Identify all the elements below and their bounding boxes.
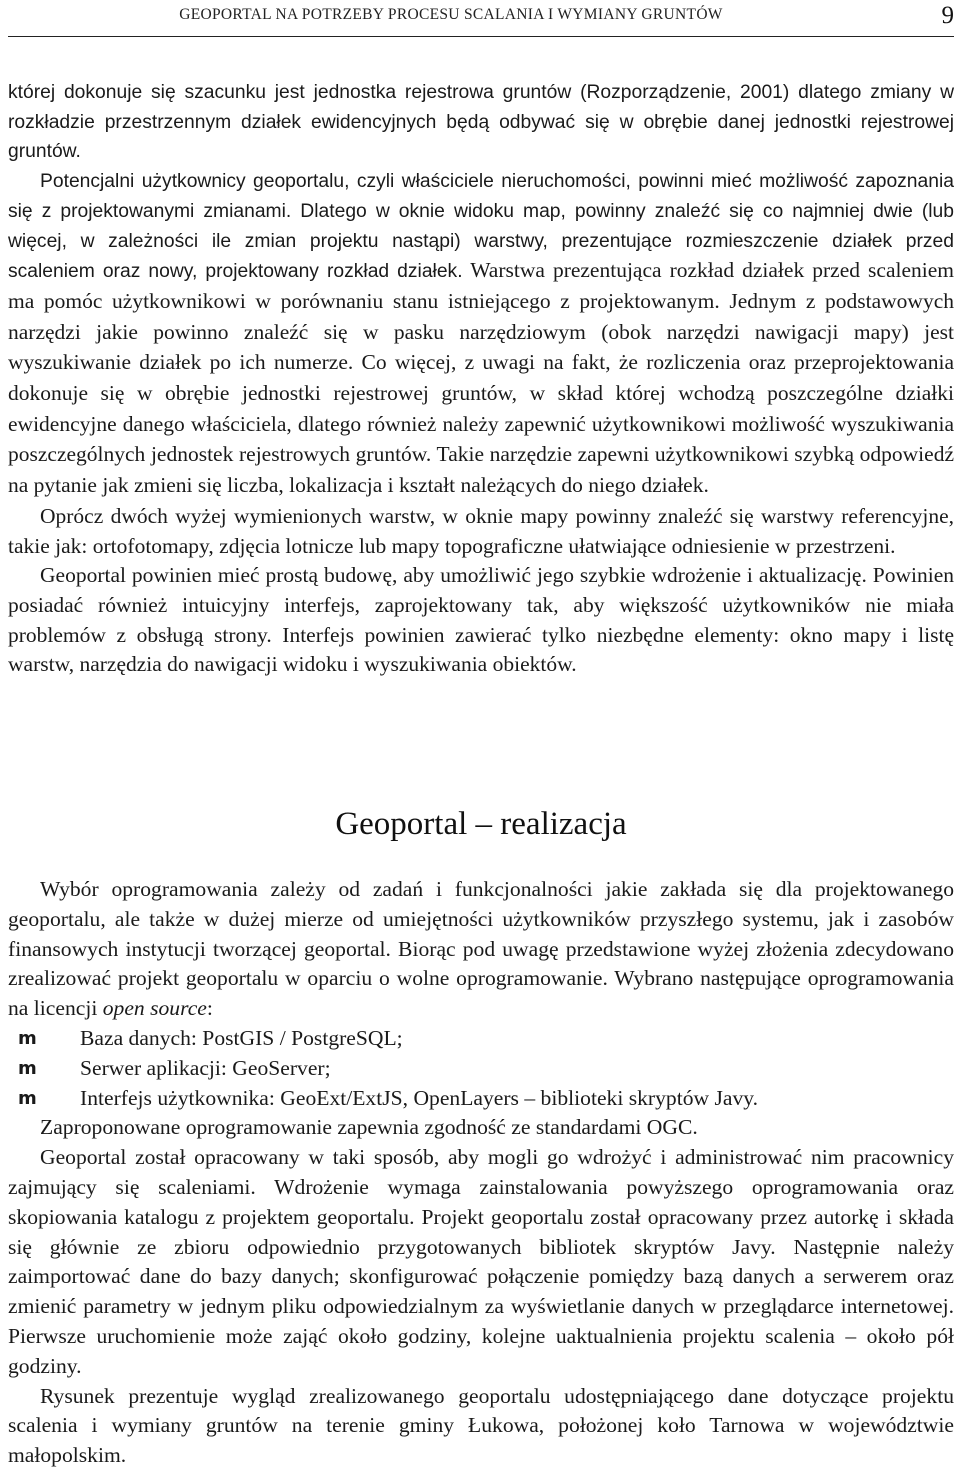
list-item-text: Interfejs użytkownika: GeoExt/ExtJS, OpenLayers – biblioteki skryptów Javy. xyxy=(80,1085,759,1110)
bullet-icon: m xyxy=(18,1087,37,1109)
paragraph-2-part-a: Potencjalni użytkownicy geoportalu, czyli właściciele nieruchomości, powinni mieć możliwość zapoznania się z projektowanymi zmianami. Dlatego w oknie widoku map, powinny znaleźć się co najmniej dwie (lub więcej, w zależności ile zmian projektu nastąpi) warstwy, prezentujące rozmieszczenie działek przed scaleniem oraz nowy, projektowany rozkład działek. xyxy=(8,171,954,283)
page-number: 9 xyxy=(941,2,954,29)
bullet-icon: m xyxy=(18,1027,37,1049)
list-item-text: Serwer aplikacji: GeoServer; xyxy=(80,1055,331,1080)
list-item xyxy=(8,1054,954,1084)
section-heading: Geoportal – realizacja xyxy=(335,806,627,842)
running-header xyxy=(8,0,954,37)
section-body-1 xyxy=(8,78,954,680)
paragraph-5-text: Wybór oprogramowania zależy od zadań i funkcjonalności jakie zakłada się dla projektowanego geoportalu, ale także w dużej mierze od umiejętności użytkowników przyszłego systemu, jak i zasobów finansowych instytucji tworzącej geoportal. Biorąc pod uwagę przedstawione wyżej złożenia zdecydowano zrealizować projekt geoportalu w oparciu o wolne oprogramowanie. Wybrano następujące oprogramowania na licencji xyxy=(8,877,954,1021)
bullet-icon: m xyxy=(18,1057,37,1079)
software-list xyxy=(8,1024,954,1113)
running-title: GEOPORTAL NA POTRZEBY PROCESU SCALANIA I WYMIANY GRUNTÓW xyxy=(179,6,723,23)
paragraph-6: Zaproponowane oprogramowanie zapewnia zgodność ze standardami OGC. xyxy=(40,1115,698,1140)
list-item-text: Baza danych: PostGIS / PostgreSQL; xyxy=(80,1025,403,1050)
paragraph-1: której dokonuje się szacunku jest jednostka rejestrowa gruntów (Rozporządzenie, 2001) dlatego zmiany w rozkładzie przestrzennym działek ewidencyjnych będą odbywać się w obrębie danej jednostki rejestrowej gruntów. xyxy=(8,82,954,163)
paragraph-5 xyxy=(8,875,954,1024)
paragraph-5-italic: open source xyxy=(102,996,207,1021)
list-item xyxy=(8,1024,954,1054)
list-item xyxy=(8,1084,954,1114)
paragraph-3: Oprócz dwóch wyżej wymienionych warstw, w oknie mapy powinny znaleźć się warstwy referencyjne, takie jak: ortofotomapy, zdjęcia lotnicze lub mapy topograficzne ułatwiające odniesienie w przestrzeni. xyxy=(8,503,954,558)
paragraph-5-end: : xyxy=(206,996,213,1021)
paragraph-8: Rysunek prezentuje wygląd zrealizowanego geoportalu udostępniającego dane dotyczące projektu scalenia i wymiany gruntów na terenie gminy Łukowa, położonej koło Tarnowa w województwie małopolskim. xyxy=(8,1383,954,1468)
paragraph-2 xyxy=(8,167,954,502)
paragraph-7: Geoportal został opracowany w taki sposób, aby mogli go wdrożyć i administrować nim pracownicy zajmujący się scaleniami. Wdrożenie wymaga zainstalowania powyższego oprogramowania oraz skopiowania katalogu z projektem geoportalu. Projekt geoportalu został opracowany przez autorkę i składa się głównie ze zbioru odpowiednio przygotowanych bibliotek skryptów Javy. Następnie należy zaimportować dane do bazy danych; skonfigurować połączenie pomiędzy bazą danych a serwerem oraz zmienić parametry w jednym pliku odpowiedzialnym za wyświetlanie danych w przeglądarce internetowej. Pierwsze uruchomienie może zająć około godziny, kolejne uaktualnienia projektu scalenia – około pół godziny. xyxy=(8,1145,954,1378)
paragraph-2-part-c: Co więcej, z uwagi na fakt, że rozliczenia oraz przeprojektowania dokonuje się w obrębie jednostki rejestrowej gruntów, w skład której wchodzą poszczególne działki ewidencyjne danego właściciela, dlatego również należy zapewnić użytkownikowi możliwość wyszukiwania poszczególnych jednostek rejestrowych gruntów. Takie narzędzie zapewni użytkownikowi szybką odpowiedź na pytanie jak zmieni się liczba, lokalizacja i kształt należących do niego działek. xyxy=(8,350,954,498)
paragraph-4: Geoportal powinien mieć prostą budowę, aby umożliwić jego szybkie wdrożenie i aktualizację. Powinien posiadać również intuicyjny interfejs, zaprojektowany tak, aby większość użytkowników nie miała problemów z obsługą strony. Interfejs powinien zawierać tylko niezbędne elementy: okno mapy i listę warstw, narzędzia do nawigacji widoku i wyszukiwania obiektów. xyxy=(8,563,954,677)
document-page xyxy=(8,0,954,1468)
paragraph-2-part-b: Warstwa prezentująca rozkład działek przed scaleniem ma pomóc użytkownikowi w porównaniu stanu istniejącego z projektowanym. Jednym z podstawowych narzędzi jakie powinno znaleźć się w pasku narzędziowym (obok narzędzi nawigacji mapy) jest wyszukiwanie działek po ich numerze. xyxy=(8,258,954,375)
section-body-2 xyxy=(8,875,954,1471)
